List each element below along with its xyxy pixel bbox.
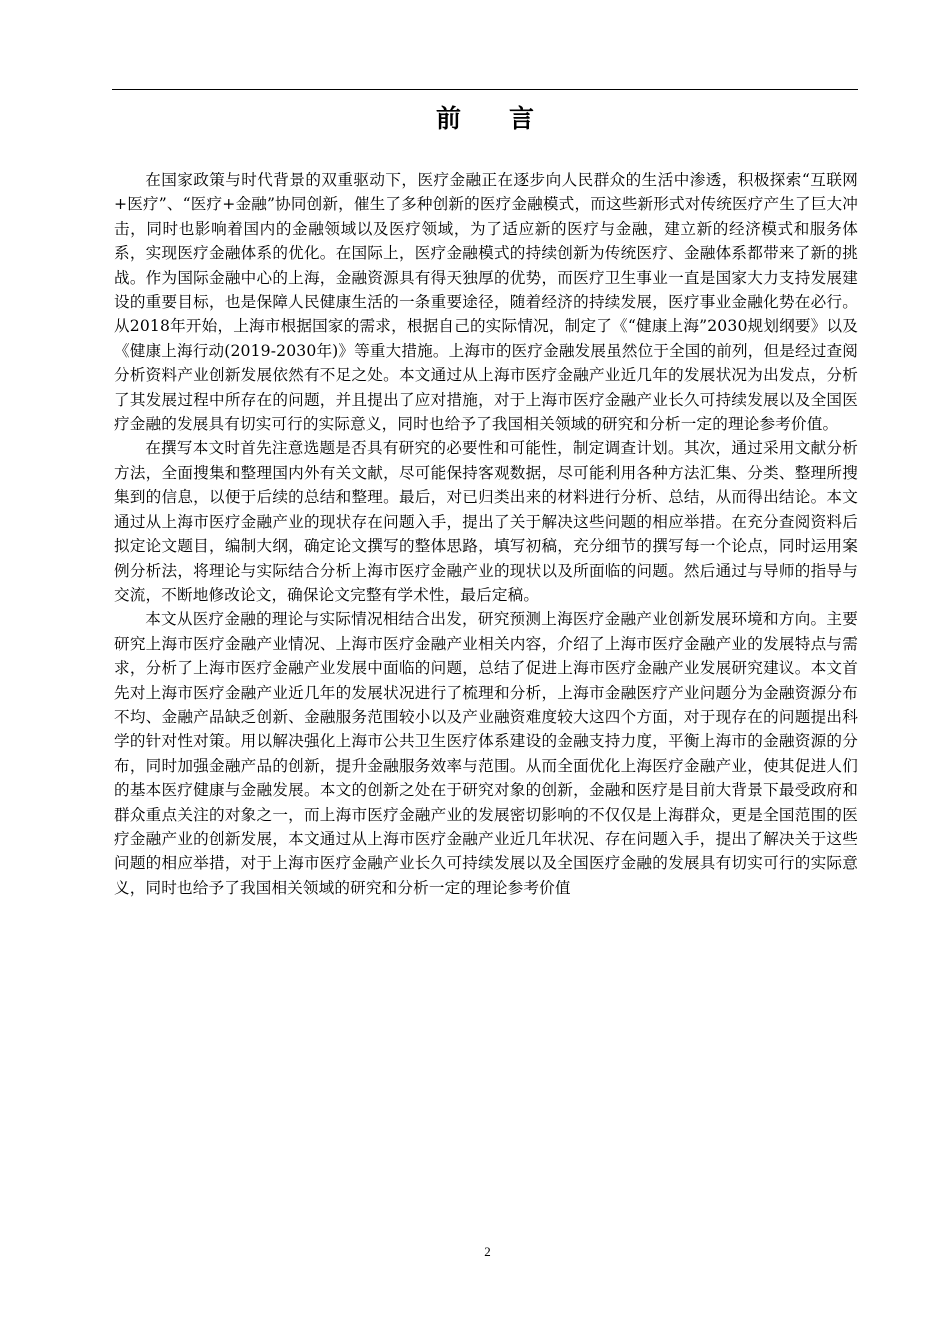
page-number: 2 — [484, 1244, 491, 1259]
header-rule — [112, 89, 858, 90]
paragraph-2: 在撰写本文时首先注意选题是否具有研究的必要性和可能性，制定调查计划。其次，通过采用文献分析方法，全面搜集和整理国内外有关文献，尽可能保持客观数据，尽可能利用各种方法汇集、分类、整理所搜集到的信息，以便于后续的总结和整理。最后，对已归类出来的材料进行分析、总结，从而得出结论。本文通过从上海市医疗金融产业的现状存在问题入手，提出了关于解决这些问题的相应举措。在充分查阅资料后拟定论文题目，编制大纲，确定论文撰写的整体思路，填写初稿，充分细节的撰写每一个论点，同时运用案例分析法，将理论与实际结合分析上海市医疗金融产业的现状以及所面临的问题。然后通过与导师的指导与交流，不断地修改论文，确保论文完整有学术性，最后定稿。 — [114, 439, 858, 604]
title-char-1: 前 — [435, 104, 461, 133]
paragraph-1: 在国家政策与时代背景的双重驱动下，医疗金融正在逐步向人民群众的生活中渗透，积极探索“互联网+医疗”、“医疗+金融”协同创新，催生了多种创新的医疗金融模式，而这些新形式对传统医疗产生了巨大冲击，同时也影响着国内的金融领域以及医疗领域，为了适应新的医疗与金融，建立新的经济模式和服务体系，实现医疗金融体系的优化。在国际上，医疗金融模式的持续创新为传统医疗、金融体系都带来了新的挑战。作为国际金融中心的上海，金融资源具有得天独厚的优势，而医疗卫生事业一直是国家大力支持发展建设的重要目标，也是保障人民健康生活的一条重要途径，随着经济的持续发展，医疗事业金融化势在必行。从2018年开始，上海市根据国家的需求，根据自己的实际情况，制定了《“健康上海”2030规划纲要》以及《健康上海行动(2019-2030年)》等重大措施。上海市的医疗金融发展虽然位于全国的前列，但是经过查阅分析资料产业创新发展依然有不足之处。本文通过从上海市医疗金融产业近几年的发展状况为出发点，分析了其发展过程中所存在的问题，并且提出了应对措施，对于上海市医疗金融产业长久可持续发展以及全国医疗金融的发展具有切实可行的实际意义，同时也给予了我国相关领域的研究和分析一定的理论参考价值。 — [114, 171, 858, 434]
page-title — [112, 100, 858, 138]
paragraph-3: 本文从医疗金融的理论与实际情况相结合出发，研究预测上海医疗金融产业创新发展环境和方向。主要研究上海市医疗金融产业情况、上海市医疗金融产业相关内容，介绍了上海市医疗金融产业的发展特点与需求，分析了上海市医疗金融产业发展中面临的问题，总结了促进上海市医疗金融产业发展研究建议。本文首先对上海市医疗金融产业近几年的发展状况进行了梳理和分析，上海市金融医疗产业问题分为金融资源分布不均、金融产品缺乏创新、金融服务范围较小以及产业融资难度较大这四个方面，对于现存在的问题提出科学的针对性对策。用以解决强化上海市公共卫生医疗体系建设的金融支持力度，平衡上海市的金融资源的分布，同时加强金融产品的创新，提升金融服务效率与范围。从而全面优化上海医疗金融产业，使其促进人们的基本医疗健康与金融发展。本文的创新之处在于研究对象的创新，金融和医疗是目前大背景下最受政府和群众重点关注的对象之一，而上海市医疗金融产业的发展密切影响的不仅仅是上海群众，更是全国范围的医疗金融产业的创新发展，本文通过从上海市医疗金融产业近几年状况、存在问题入手，提出了解决关于这些问题的相应举措，对于上海市医疗金融产业长久可持续发展以及全国医疗金融的发展具有切实可行的实际意义，同时也给予了我国相关领域的研究和分析一定的理论参考价值 — [114, 610, 858, 897]
title-char-2: 言 — [509, 104, 535, 133]
preface-body — [114, 168, 858, 900]
